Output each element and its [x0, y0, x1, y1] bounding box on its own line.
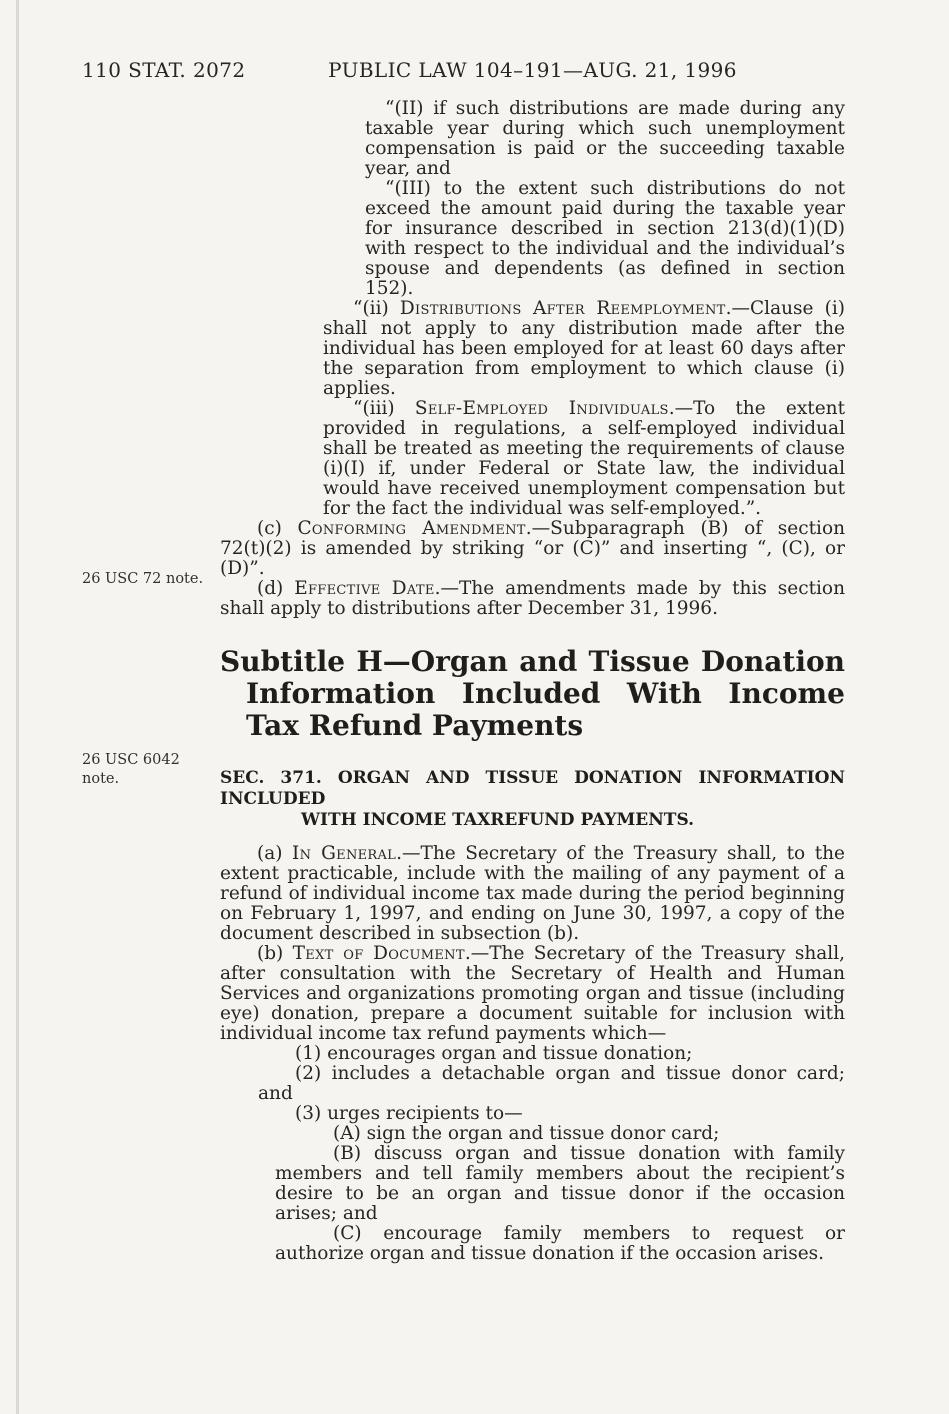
paragraph-3: (3) urges recipients to— — [295, 1103, 523, 1124]
subparagraph-A: (A) sign the organ and tissue donor card; — [333, 1123, 720, 1144]
statute-body-lower — [220, 844, 845, 1264]
clause-II: “(II) if such distributions are made during any taxable year during which such unemployment compensation is paid or the succeeding taxable year, and — [365, 98, 845, 179]
scan-edge-line — [16, 0, 19, 1414]
paragraph-2: (2) includes a detachable organ and tissue donor card; and — [258, 1063, 845, 1104]
section-371-heading — [220, 768, 845, 831]
statute-body-column — [220, 99, 845, 1264]
subsection-b: (b) Text of Document.—The Secretary of the Treasury shall, after consultation with the Secretary of Health and Human Services and organizations promoting organ and tissue (including eye) donation, prepare a document suitable for inclusion with individual income tax refund payments which— — [220, 943, 846, 1044]
subsection-c: (c) Conforming Amendment.—Subparagraph (B) of section 72(t)(2) is amended by striking “or (C)” and inserting “, (C), or (D)”. — [220, 518, 845, 579]
margin-note-usc-6042: 26 USC 6042 note. — [82, 752, 180, 787]
stat-page-number: 110 STAT. 2072 — [82, 58, 246, 82]
clause-III: “(III) to the extent such distributions do not exceed the amount paid during the taxable year for insurance described in section 213(d)(1)(D) with respect to the individual and the individual’s spouse and dependents (as defined in section 152). — [365, 178, 845, 299]
section-heading-line1: SEC. 371. ORGAN AND TISSUE DONATION INFORMATION INCLUDED — [220, 768, 845, 809]
subparagraph-C: (C) encourage family members to request or authorize organ and tissue donation if the occasion arises. — [275, 1223, 845, 1264]
subparagraph-B: (B) discuss organ and tissue donation with family members and tell family members about the recipient’s desire to be an organ and tissue donor if the occasion arises; and — [275, 1143, 845, 1224]
subsection-d: (d) Effective Date.—The amendments made by this section shall apply to distributions after December 31, 1996. — [220, 578, 845, 619]
margin-note-usc-72: 26 USC 72 note. — [82, 571, 204, 587]
subsection-a: (a) In General.—The Secretary of the Treasury shall, to the extent practicable, include with the mailing of any payment of a refund of individual income tax made during the period beginning on February 1, 1997, and ending on June 30, 1997, a copy of the document described in subsection (b). — [220, 843, 845, 944]
clause-iii: “(iii) Self-Employed Individuals.—To the extent provided in regulations, a self-employed individual shall be treated as meeting the requirements of clause (i)(I) if, under Federal or State law, the individual would have received unemployment compensation but for the fact the individual was self-employed.”. — [323, 398, 846, 519]
paragraph-1: (1) encourages organ and tissue donation; — [295, 1043, 693, 1064]
public-law-title: PUBLIC LAW 104–191—AUG. 21, 1996 — [328, 58, 737, 82]
statute-body-upper — [220, 99, 845, 619]
subtitle-h-heading: Subtitle H—Organ and Tissue Donation Information Included With Income Tax Refund Payments — [220, 645, 845, 742]
section-heading-line2: WITH INCOME TAXREFUND PAYMENTS. — [300, 810, 695, 830]
clause-ii: “(ii) Distributions After Reemployment.—Clause (i) shall not apply to any distribution made after the individual has been employed for at least 60 days after the separation from employment to which clause (i) applies. — [323, 298, 845, 399]
